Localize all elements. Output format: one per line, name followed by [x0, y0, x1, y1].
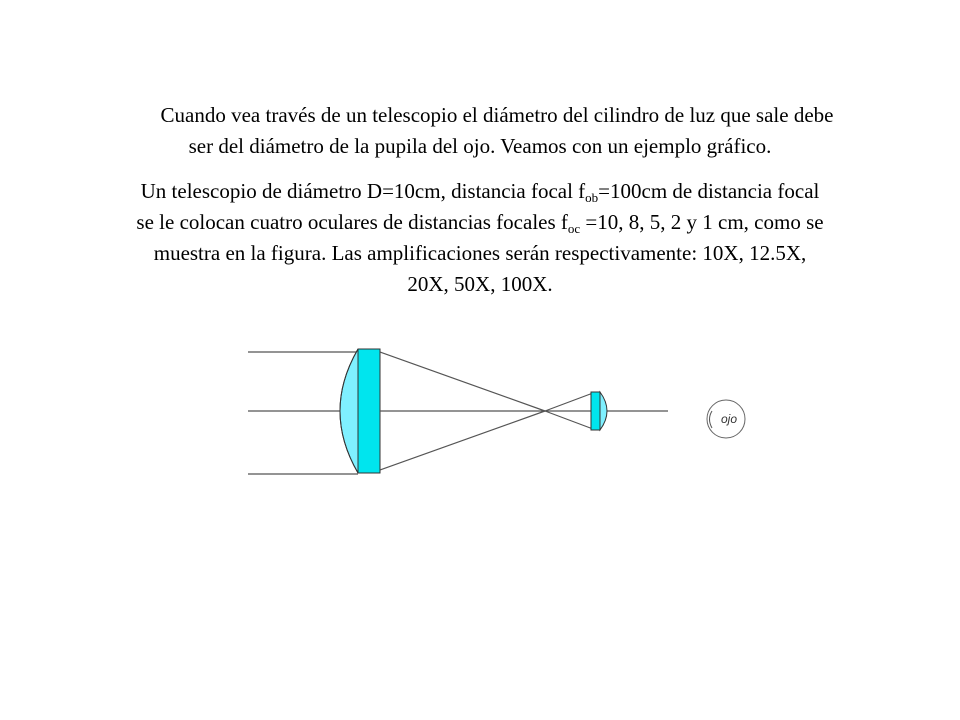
diverging-ray-top	[545, 393, 593, 411]
eyepiece-lens-flat	[591, 392, 600, 430]
converging-ray-bottom	[380, 411, 545, 470]
example-line-4: 20X, 50X, 100X.	[407, 272, 553, 296]
focal-objective-subscript: ob	[585, 190, 599, 205]
example-line-2: se le colocan cuatro oculares de distancias focales $f_{oc} =10$, 8, 5, 2 y 1 cm, como se	[136, 210, 824, 236]
intro-line-1: Cuando vea través de un telescopio el diámetro del cilindro de luz que sale debe	[160, 103, 834, 127]
example-line-1: Un telescopio de diámetro D=10cm, distancia focal $f_{ob}=100cm$ de distancia focal	[140, 179, 820, 205]
converging-ray-top	[380, 352, 545, 411]
diverging-ray-bottom	[545, 411, 593, 429]
example-line-3: muestra en la figura. Las amplificaciones serán respectivamente: 10X, 12.5X,	[153, 241, 807, 265]
eyepiece-lens	[600, 392, 607, 430]
eye-label: ojo	[720, 412, 738, 426]
intro-line-2: ser del diámetro de la pupila del ojo. Veamos con un ejemplo gráfico.	[188, 134, 772, 158]
objective-lens-flat	[358, 349, 380, 473]
focal-ocular-subscript: oc	[567, 221, 581, 236]
